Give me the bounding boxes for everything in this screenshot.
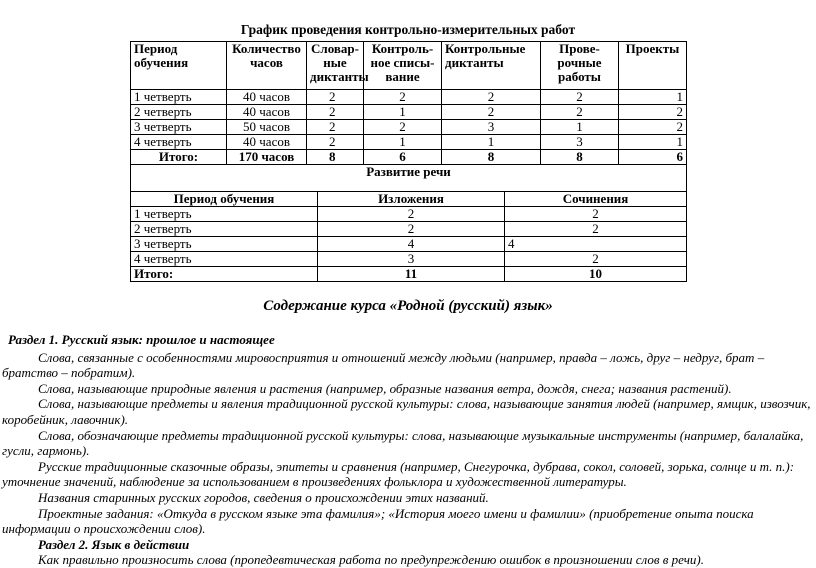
table-cell: 2 [505,207,687,222]
table-cell: 2 [307,90,364,105]
table-cell: 2 [364,120,442,135]
table-row [131,222,687,237]
table-cell: 1 [619,90,687,105]
table-header-row [131,42,687,90]
header-cell: Изложения [318,192,505,207]
paragraph: Слова, связанные с особенностями мировосприятия и отношений между людьми (например, правда – ложь, друг – недруг, брат – братство – побратим). [2,349,765,381]
table-cell: 6 [619,150,687,165]
header-cell: Количество часов [227,42,307,90]
table-cell: 1 [364,135,442,150]
table-cell: 3 четверть [131,237,318,252]
table-cell: 2 [619,120,687,135]
table-cell: 1 [442,135,541,150]
table-cell: 2 [541,90,619,105]
header-cell: Словар-ные диктанты [307,42,364,90]
paragraph: Проектные задания: «Откуда в русском языке эта фамилия»; «История моего имени и фамилии» (приобретение опыта поиска информации о происхождении слов). [2,505,754,537]
header-cell: Прове-рочные работы [541,42,619,90]
table-cell: 3 [318,252,505,267]
table-row [131,237,687,252]
table-cell: 2 [541,105,619,120]
table-cell: 8 [541,150,619,165]
table-cell: 40 часов [227,105,307,120]
table-cell: 2 четверть [131,105,227,120]
table-total-row [131,267,687,282]
table-row [131,120,687,135]
page-title: График проведения контрольно-измерительных работ [240,22,576,37]
table-cell: 40 часов [227,90,307,105]
header-cell: Контроль-ное списы-вание [364,42,442,90]
table-cell: 8 [442,150,541,165]
section-heading: Развитие речи [131,165,687,192]
table-cell: 3 [541,135,619,150]
table-cell: 170 часов [227,150,307,165]
table-cell: 2 [318,222,505,237]
speech-development-table [130,164,687,282]
table-cell: 4 [505,237,687,252]
table-cell: 2 [307,105,364,120]
table-cell: 50 часов [227,120,307,135]
table-header-row [131,192,687,207]
table-cell: Итого: [131,267,318,282]
course-title: Содержание курса «Родной (русский) язык» [263,298,553,314]
control-works-table [130,41,687,165]
table-row [131,252,687,267]
table-cell: 40 часов [227,135,307,150]
table-cell: 4 четверть [131,135,227,150]
table-row [131,105,687,120]
table-cell: 1 [619,135,687,150]
paragraph: Слова, называющие природные явления и растения (например, образные названия ветра, дождя, снега; названия растений). [38,380,732,396]
table-cell: 1 четверть [131,207,318,222]
header-cell: Период обучения [131,192,318,207]
paragraph: Названия старинных русских городов, сведения о происхождении этих названий. [38,489,489,505]
course-content [0,332,816,568]
paragraph: Как правильно произносить слова (пропедевтическая работа по предупреждению ошибок в произношении слов в речи). [38,552,704,568]
table-cell: 2 [307,120,364,135]
table-cell: 2 [442,90,541,105]
table-total-row [131,150,687,165]
table-cell: 2 [442,105,541,120]
table-row [131,207,687,222]
section-row [131,165,687,192]
table-cell: 1 [364,105,442,120]
table-cell: 2 [318,207,505,222]
table-cell: 10 [505,267,687,282]
table-cell: 11 [318,267,505,282]
table-row [131,135,687,150]
table-cell: 3 [442,120,541,135]
header-cell: Проекты [619,42,687,90]
section-heading: Раздел 2. Язык в действии [38,536,190,552]
table-cell: 2 [364,90,442,105]
paragraph: Русские традиционные сказочные образы, эпитеты и сравнения (например, Снегурочка, дубрава, сокол, соловей, зорька, солнце и т. п.): уточнение значений, наблюдение за использованием в произведениях фольклора и художественной литературы. [2,458,795,490]
table-cell: 1 четверть [131,90,227,105]
table-cell: 4 четверть [131,252,318,267]
table-cell: 2 [307,135,364,150]
table-cell: 2 четверть [131,222,318,237]
table-cell: 4 [318,237,505,252]
table-cell: 2 [619,105,687,120]
table-cell: 3 четверть [131,120,227,135]
paragraph: Слова, обозначающие предметы традиционной русской культуры: слова, называющие музыкальные инструменты (например, балалайка, гусли, гармонь). [2,427,804,459]
table-cell: 2 [505,222,687,237]
paragraph: Слова, называющие предметы и явления традиционной русской культуры: слова, называющие занятия людей (например, ямщик, извозчик, коробейник, лавочник). [2,396,811,427]
header-cell: Контрольные диктанты [442,42,541,90]
header-cell: Период обучения [131,42,227,90]
table-cell: 1 [541,120,619,135]
header-cell: Сочинения [505,192,687,207]
table-cell: 6 [364,150,442,165]
table-cell: Итого: [131,150,227,165]
table-row [131,90,687,105]
section-heading: Раздел 1. Русский язык: прошлое и настоящее [8,332,275,347]
table-cell: 8 [307,150,364,165]
table-cell: 2 [505,252,687,267]
